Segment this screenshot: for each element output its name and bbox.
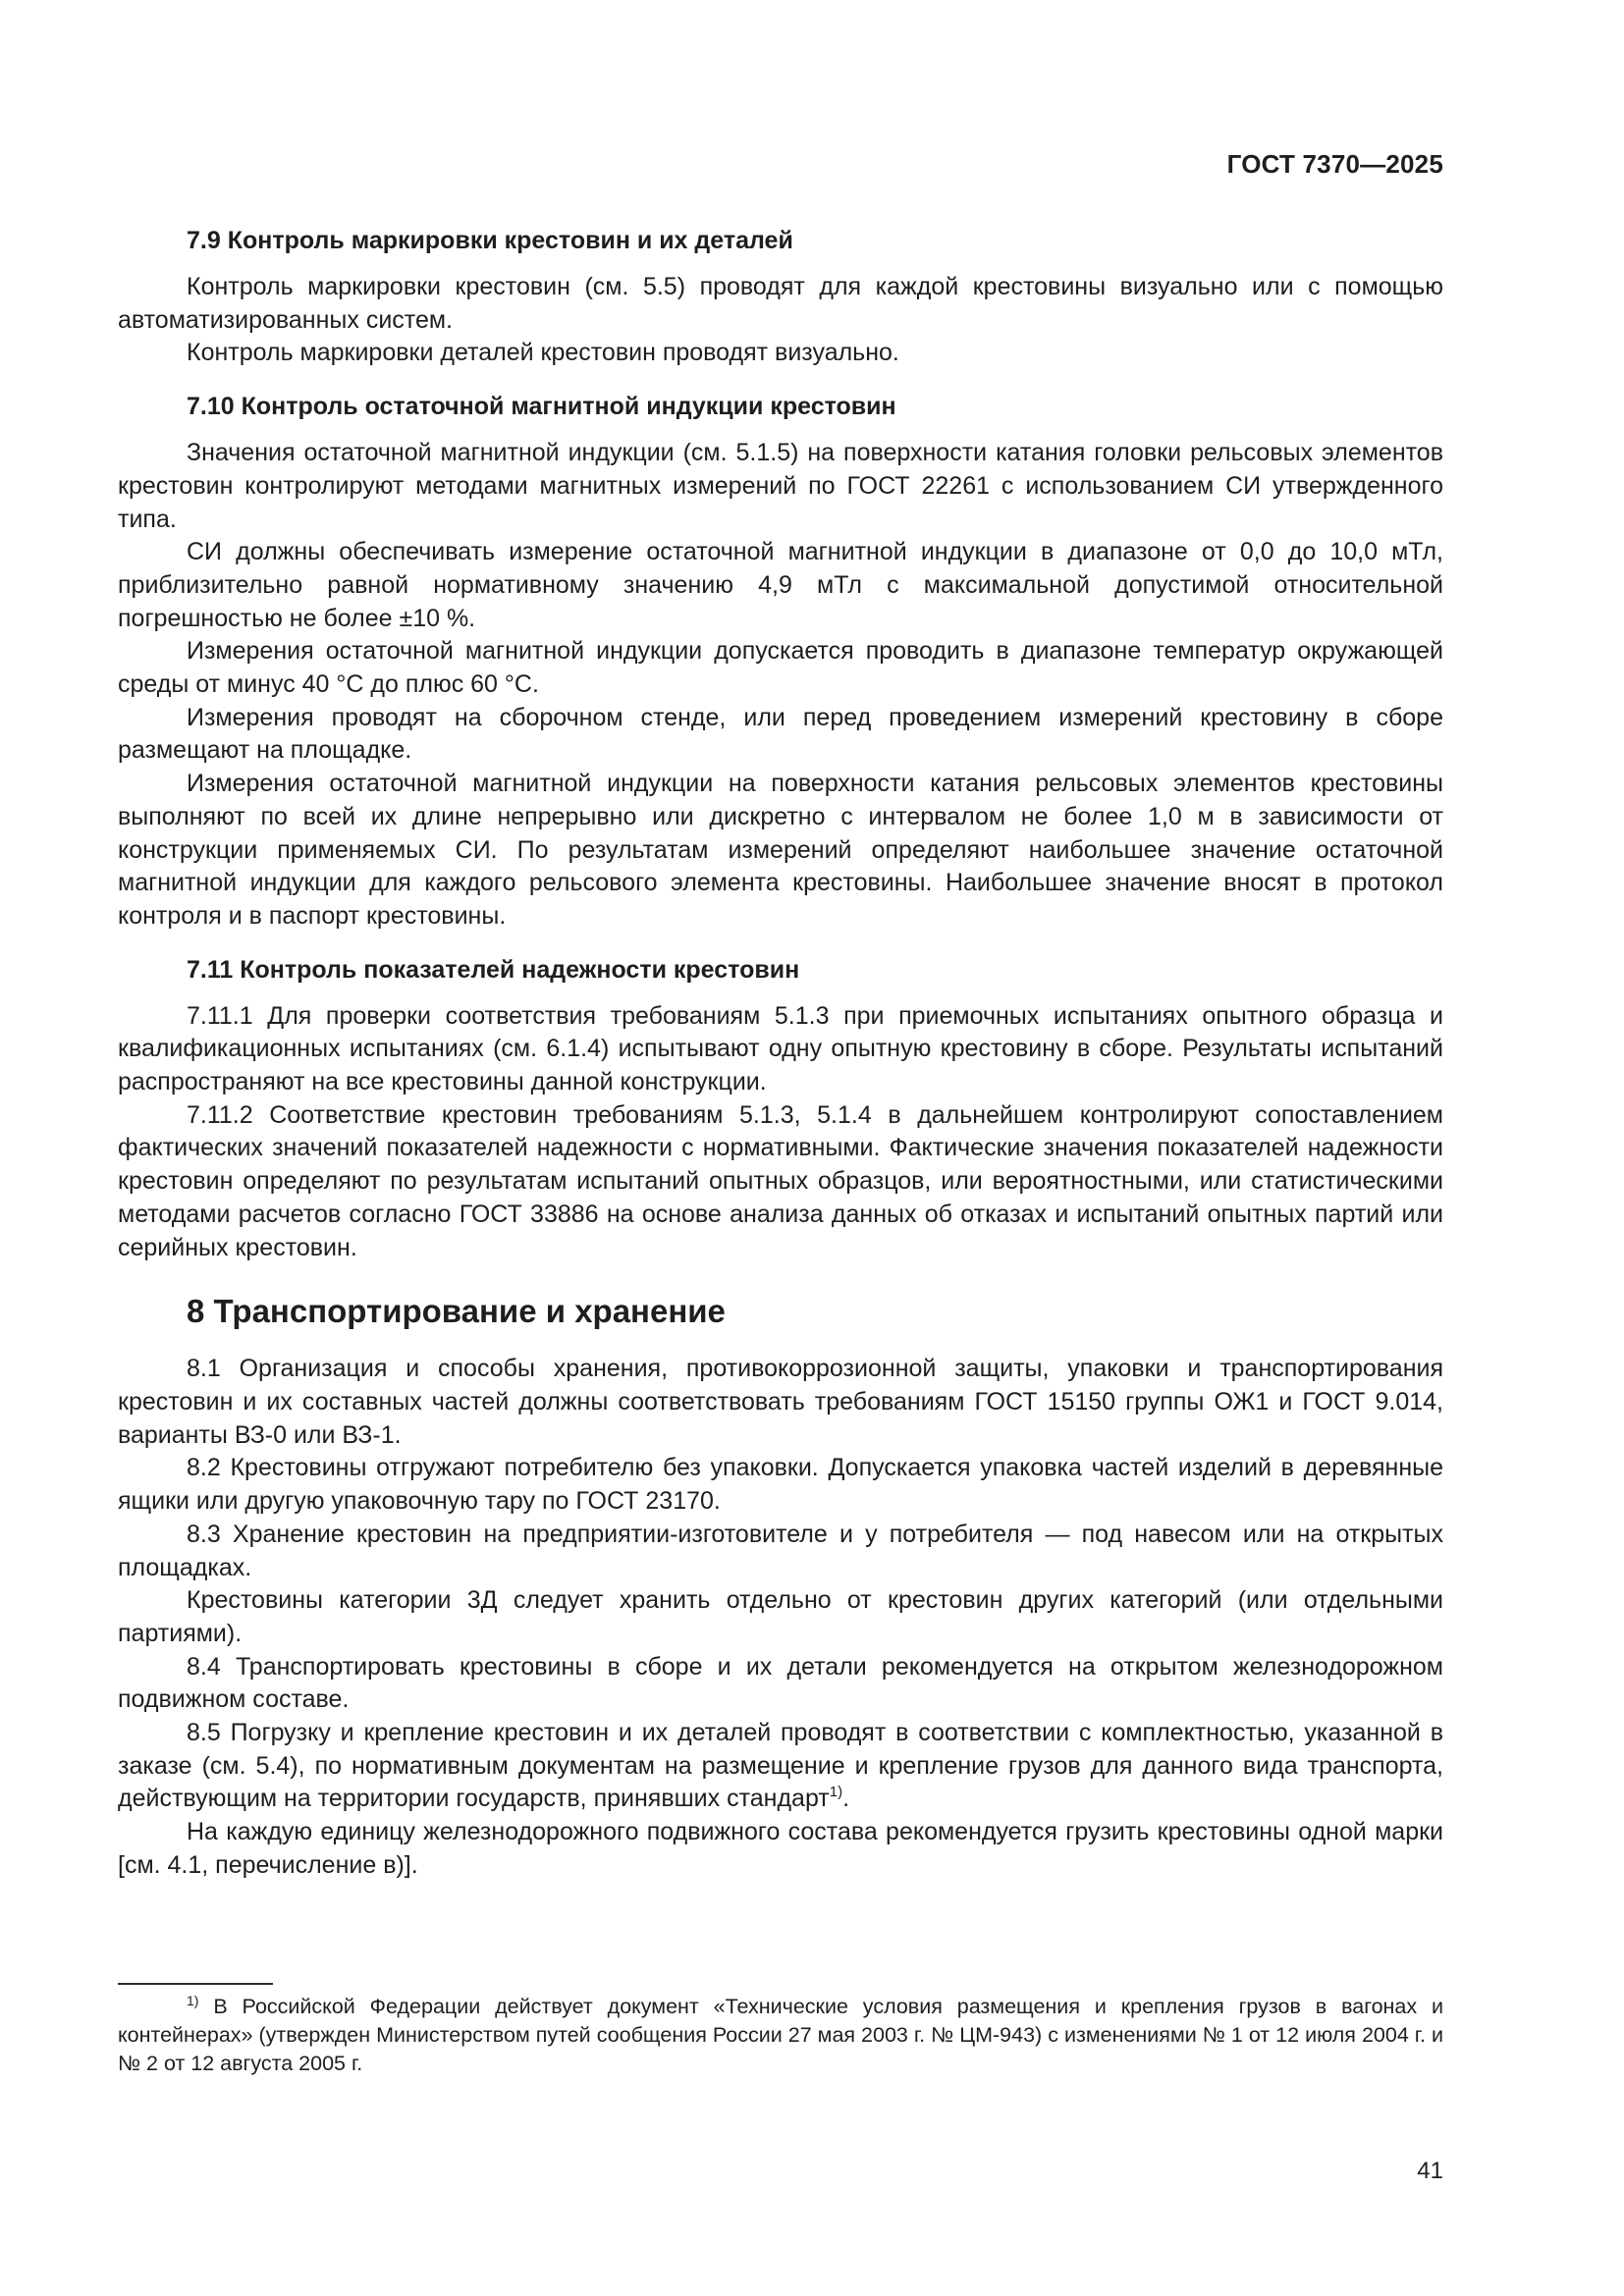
paragraph: Измерения остаточной магнитной индукции на поверхности катания рельсовых элементов крестовины выполняют по всей их длине непрерывно или дискретно с интервалом не более 1,0 м в зависимости от конструкции применяемых СИ. По результатам измерений определяют наибольшее значение остаточной магнитной индукции для каждого рельсового элемента крестовины. Наибольшее значение вносят в протокол контроля и в паспорт крестовины. [118,770,1443,930]
section-heading-7-10: 7.10 Контроль остаточной магнитной индукции крестовин [187,393,896,421]
footnote-text: В Российской Федерации действует документ «Технические условия размещения и крепления грузов в вагонах и контейнерах» (утвержден Министерством путей сообщения России 27 мая 2003 г. № ЦМ-943) с изменениями № 1 от 12 июля 2004 г. и № 2 от 12 августа 2005 г. [118,1995,1443,2075]
paragraph: 8.1 Организация и способы хранения, противокоррозионной защиты, упаковки и транспортирования крестовин и их составных частей должны соответствовать требованиям ГОСТ 15150 группы ОЖ1 и ГОСТ 9.014, варианты ВЗ-0 или ВЗ-1. [118,1355,1443,1449]
paragraph-8-5 [118,1717,1443,1816]
paragraph: 8.2 Крестовины отгружают потребителю без упаковки. Допускается упаковка частей изделий в деревянные ящики или другую упаковочную тару по ГОСТ 23170. [118,1454,1443,1516]
paragraph: 8.3 Хранение крестовин на предприятии-изготовителе и у потребителя — под навесом или на открытых площадках. [118,1520,1443,1581]
footnote-reference: 1) [829,1784,843,1801]
section-heading-7-11: 7.11 Контроль показателей надежности крестовин [187,955,800,984]
paragraph: Измерения остаточной магнитной индукции допускается проводить в диапазоне температур окружающей среды от минус 40 °C до плюс 60 °C. [118,637,1443,699]
paragraph: Крестовины категории 3Д следует хранить отдельно от крестовин других категорий (или отдельными партиями). [118,1586,1443,1647]
paragraph: На каждую единицу железнодорожного подвижного состава рекомендуется грузить крестовины одной марки [см. 4.1, перечисление в)]. [118,1818,1443,1879]
section-heading-7-9: 7.9 Контроль маркировки крестовин и их деталей [187,227,793,254]
paragraph: СИ должны обеспечивать измерение остаточной магнитной индукции в диапазоне от 0,0 до 10,0 мТл, приблизительно равной нормативному значению 4,9 мТл с максимальной допустимой относительной погрешностью не более ±10 %. [118,538,1443,632]
paragraph: Контроль маркировки деталей крестовин проводят визуально. [187,339,899,367]
footnote [118,1993,1443,2078]
paragraph-end: . [842,1785,850,1813]
footnote-marker: 1) [187,1993,199,2008]
paragraph: 7.11.1 Для проверки соответствия требованиям 5.1.3 при приемочных испытаниях опытного образца и квалификационных испытаниях (см. 6.1.4) испытывают одну опытную крестовину в сборе. Результаты испытаний распространяют на все крестовины данной конструкции. [118,1001,1443,1096]
paragraph-text: 8.5 Погрузку и крепление крестовин и их деталей проводят в соответствии с комплектностью, указанной в заказе (см. 5.4), по нормативным документам на размещение и крепление грузов для данного вида транспорта, действующим на территории государств, принявших стандарт [118,1719,1443,1813]
paragraph: 7.11.2 Соответствие крестовин требованиям 5.1.3, 5.1.4 в дальнейшем контролируют сопоставлением фактических значений показателей надежности с нормативными. Фактические значения показателей надежности крестовин определяют по результатам испытаний опытных образцов, или вероятностными, или статистическими методами расчетов согласно ГОСТ 33886 на основе анализа данных об отказах и испытаний опытных партий или серийных крестовин. [118,1100,1443,1261]
document-header: ГОСТ 7370—2025 [1226,149,1443,179]
paragraph: Значения остаточной магнитной индукции (см. 5.1.5) на поверхности катания головки рельсовых элементов крестовин контролируют методами магнитных измерений по ГОСТ 22261 с использованием СИ утвержденного типа. [118,439,1443,533]
section-heading-8: 8 Транспортирование и хранение [187,1293,726,1330]
main-content [118,224,1443,1883]
footnote-divider [118,1983,273,1985]
paragraph: Измерения проводят на сборочном стенде, или перед проведением измерений крестовину в сборе размещают на площадке. [118,703,1443,765]
paragraph: Контроль маркировки крестовин (см. 5.5) проводят для каждой крестовины визуально или с помощью автоматизированных систем. [118,273,1443,334]
page-number: 41 [1417,2158,1443,2184]
paragraph: 8.4 Транспортировать крестовины в сборе и их детали рекомендуется на открытом железнодорожном подвижном составе. [118,1652,1443,1714]
